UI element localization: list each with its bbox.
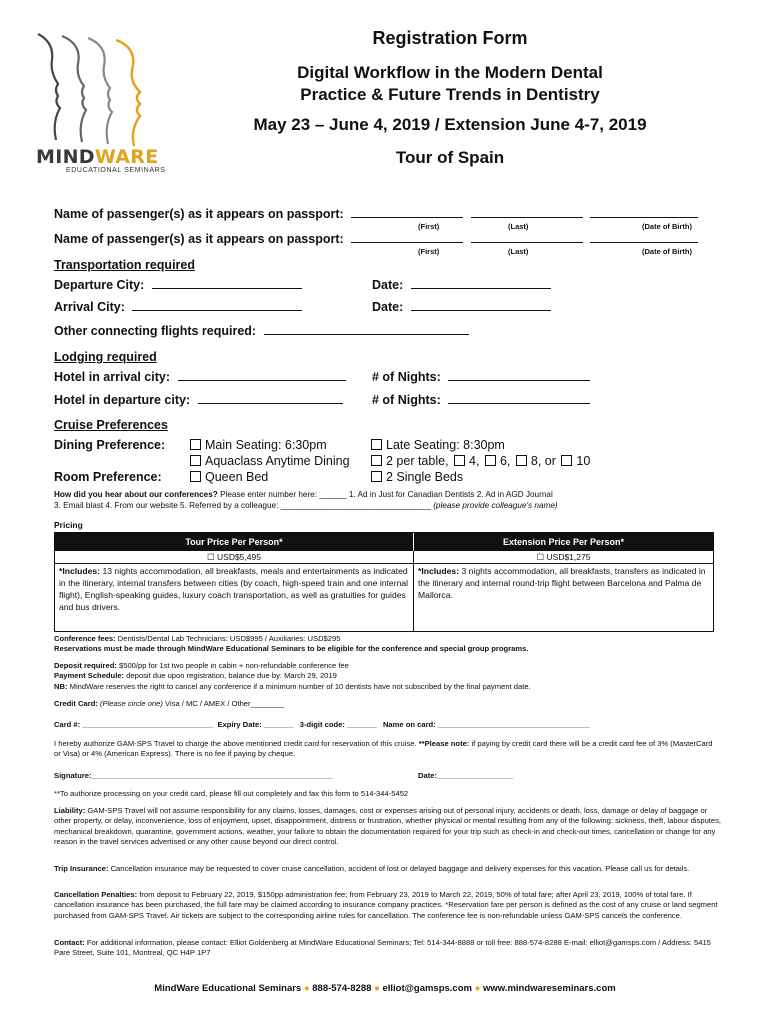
table-8-label: 8, or [530, 454, 556, 468]
table-6-checkbox[interactable] [485, 455, 496, 466]
logo-subtitle: EDUCATIONAL SEMINARS [66, 167, 166, 174]
arrival-hotel-row [54, 370, 346, 384]
referral-hint: (please provide colleague's name) [433, 501, 558, 510]
program-title [160, 62, 740, 106]
card-fee-note: if paying by credit card there will be a credit card fee of 3% (MasterCard or Visa) or 4% (American Express). There is no fee if paying by cheque. [54, 739, 713, 759]
program-title-line2: Practice & Future Trends in Dentistry [300, 85, 600, 104]
circle-hint: (Please circle one) [100, 699, 163, 708]
table-10-checkbox[interactable] [561, 455, 572, 466]
single-beds-label: 2 Single Beds [386, 470, 464, 484]
arrival-nights-field[interactable] [448, 370, 590, 381]
tour-includes-text: 13 nights accommodation, all breakfasts, meals and entertainments as indicated in the itinerary, internal transfers between cities (by coach, high-speed train and one internal flight), English-speaking guides, luxury coach transportation, as well as gratuities for guides and bus drivers. [59, 566, 409, 612]
cruise-heading: Cruise Preferences [54, 418, 168, 432]
late-seating-option[interactable] [369, 438, 505, 452]
trip-insurance-section [54, 864, 722, 874]
table-size-options [369, 454, 590, 468]
please-note-label: **Please note: [418, 739, 470, 748]
queen-bed-option[interactable] [188, 470, 268, 484]
queen-bed-checkbox[interactable] [190, 471, 201, 482]
liability-section [54, 806, 722, 848]
fees-section [54, 634, 734, 655]
last-caption: (Last) [508, 247, 529, 256]
aquaclass-checkbox[interactable] [190, 455, 201, 466]
conf-fees-text: Dentists/Dental Lab Technicians: USD$995 / Auxiliaries: USD$295 [117, 634, 341, 643]
card-details-row [54, 720, 590, 730]
trip-insurance-label: Trip Insurance: [54, 864, 109, 873]
departure-hotel-label: Hotel in departure city: [54, 393, 191, 407]
nights-label: # of Nights: [372, 393, 441, 407]
deposit-label: Deposit required: [54, 661, 117, 670]
extension-price-header: Extension Price Per Person* [414, 533, 713, 551]
main-seating-option[interactable] [188, 438, 327, 452]
passenger1-dob-field[interactable] [590, 207, 698, 218]
table-6-label: 6, [499, 454, 511, 468]
logo-wordmark [36, 146, 158, 168]
table-2-label: 2 per table, [386, 454, 449, 468]
arrival-hotel-field[interactable] [178, 370, 346, 381]
contact-label: Contact: [54, 938, 85, 947]
extension-includes [414, 565, 714, 601]
includes-label: *Includes: [59, 566, 101, 576]
passenger2-last-field[interactable] [471, 232, 583, 243]
liability-label: Liability: [54, 806, 86, 815]
pricing-label: Pricing [54, 520, 83, 530]
signature-date-label: Date:__________________ [418, 771, 514, 780]
card-number-field[interactable]: Card #: _______________________________ [54, 720, 214, 729]
schedule-label: Payment Schedule: [54, 671, 125, 681]
main-seating-checkbox[interactable] [190, 439, 201, 450]
extension-includes-text: 3 nights accommodation, all breakfasts, transfers as indicated in the itinerary and internal round-trip flight between Barcelona and Palma de Mallorca. [418, 566, 706, 600]
footer-phone[interactable]: 888-574-8288 [312, 983, 372, 994]
tour-price-header: Tour Price Per Person* [55, 533, 413, 551]
program-dates: May 23 – June 4, 2019 / Extension June 4-7, 2019 [253, 115, 647, 134]
table-4-label: 4, [469, 454, 480, 468]
contact-text: For additional information, please contact: Elliot Goldenberg at MindWare Educational Seminars; Tel: 514-344-8888 or toll free: 888-574-8288 E-mail: elliot@gamsps.com / Address: 5415 Pare Street, Suite 101, Montreal, QC H4P 1P7 [54, 938, 711, 958]
form-title: Registration Form [372, 28, 528, 48]
single-beds-checkbox[interactable] [371, 471, 382, 482]
departure-city-field[interactable] [152, 278, 302, 289]
signature-field[interactable] [54, 771, 332, 781]
late-seating-checkbox[interactable] [371, 439, 382, 450]
program-title-line1: Digital Workflow in the Modern Dental [297, 63, 603, 82]
late-seating-label: Late Seating: 8:30pm [386, 438, 505, 452]
departure-label: Departure City: [54, 278, 145, 292]
credit-card-label: Credit Card: [54, 699, 98, 708]
extension-price-option[interactable]: ☐ USD$1,275 [414, 552, 713, 564]
arrival-date-row [372, 300, 551, 314]
dob-caption: (Date of Birth) [642, 247, 692, 256]
last-caption: (Last) [508, 222, 529, 231]
includes-label: *Includes: [418, 566, 460, 576]
footer-separator: ● [374, 983, 380, 994]
table-4-checkbox[interactable] [454, 455, 465, 466]
fax-instruction: **To authorize processing on your credit card, please fill out completely and fax this form to 514-344-5452 [54, 789, 409, 798]
tour-price-option[interactable]: ☐ USD$5,495 [55, 552, 413, 564]
queen-bed-label: Queen Bed [205, 470, 269, 484]
contact-section [54, 938, 722, 959]
tour-name: Tour of Spain [395, 148, 505, 167]
departure-hotel-row [54, 393, 343, 407]
nb-text: MindWare reserves the right to cancel any conference if a minimum number of 10 dentists have not subscribed by the final payment date. [69, 681, 531, 691]
arrival-label: Arrival City: [54, 300, 125, 314]
trip-insurance-text: Cancellation insurance may be requested to cover cruise cancellation, accident of lost or delayed baggage and delivery expenses for this vacation. Please call us for details. [110, 864, 690, 873]
authorize-text: I hereby authorize GAM-SPS Travel to charge the above mentioned credit card for reservation of this cruise. [54, 739, 417, 748]
departure-date-field[interactable] [411, 278, 551, 289]
authorization-text [54, 739, 719, 760]
credit-card-row [54, 699, 284, 709]
arrival-nights-row [372, 370, 590, 384]
passenger-row-1 [54, 207, 698, 221]
cancellation-text: from deposit to February 22, 2019, $150pp administration fee; from February 23, 2019 to March 22, 2019, 50% of total fare; after April 23, 2019, 100% of total fare. If cancellation insurance has been purchased, the full fare may be claimed according to insurance company practices. *Reservation fare per person is defined as the cost of any cruise or land segment purchased from GAM-SPS Travel. Air tickets are subject to the corresponding airline rules for cancellation. The conference fee is non-refundable unless GAM-SPS cancels the conference. [54, 890, 718, 920]
passenger1-last-field[interactable] [471, 207, 583, 218]
connecting-flights-field[interactable] [264, 324, 469, 335]
passenger2-first-field[interactable] [351, 232, 463, 243]
passenger-label: Name of passenger(s) as it appears on passport: [54, 207, 344, 221]
cvv-field[interactable]: 3-digit code: _______ [299, 720, 377, 729]
table-2-checkbox[interactable] [371, 455, 382, 466]
departure-nights-row [372, 393, 590, 407]
footer-email[interactable]: elliot@gamsps.com [382, 983, 472, 994]
passenger-row-2 [54, 232, 698, 246]
aquaclass-label: Aquaclass Anytime Dining [205, 454, 350, 468]
referral-question: How did you hear about our conferences? [54, 490, 218, 499]
passenger-label: Name of passenger(s) as it appears on passport: [54, 232, 344, 246]
table-10-label: 10 [576, 454, 591, 468]
arrival-date-field[interactable] [411, 300, 551, 311]
footer-separator: ● [474, 983, 481, 994]
cancellation-label: Cancellation Penalties: [54, 890, 138, 899]
deposit-text: $500/pp for 1st two people in cabin + non-refundable conference fee [119, 661, 349, 670]
dob-caption: (Date of Birth) [642, 222, 692, 231]
deposit-section [54, 661, 734, 692]
connecting-row [54, 324, 469, 338]
passenger2-dob-field[interactable] [590, 232, 698, 243]
logo-mind: MIND [36, 146, 95, 168]
footer-separator: ● [303, 983, 310, 994]
connecting-label: Other connecting flights required: [54, 324, 257, 338]
expiry-field[interactable]: Expiry Date: _______ [217, 720, 294, 729]
departure-hotel-field[interactable] [198, 393, 343, 404]
footer-website[interactable]: www.mindwareseminars.com [483, 983, 616, 994]
footer-org: MindWare Educational Seminars [154, 983, 302, 994]
date-label: Date: [372, 278, 404, 292]
arrival-row [54, 300, 302, 314]
departure-date-row [372, 278, 551, 292]
signature-date-field[interactable] [418, 771, 513, 781]
departure-row [54, 278, 302, 292]
lodging-heading: Lodging required [54, 350, 157, 364]
reservations-note: Reservations must be made through MindWare Educational Seminars to be eligible for the conference and special group programs. [54, 644, 529, 654]
first-caption: (First) [418, 247, 440, 256]
schedule-text: deposit due upon registration, balance due by: March 29, 2019 [126, 671, 337, 681]
main-seating-label: Main Seating: 6:30pm [205, 438, 327, 452]
passenger1-first-field[interactable] [351, 207, 463, 218]
pricing-table [54, 532, 714, 632]
nights-label: # of Nights: [372, 370, 441, 384]
dining-label: Dining Preference: [54, 438, 166, 452]
footer [0, 983, 770, 994]
name-on-card-field[interactable]: Name on card: ____________________________________ [382, 720, 590, 729]
room-label: Room Preference: [54, 470, 162, 484]
referral-section [54, 489, 734, 511]
aquaclass-option[interactable] [188, 454, 350, 468]
departure-nights-field[interactable] [448, 393, 590, 404]
referral-line-2: 3. Email blast 4. From our website 5. Referred by a colleague: _________________________________ [54, 501, 431, 510]
date-label: Date: [372, 300, 404, 314]
table-8-checkbox[interactable] [516, 455, 527, 466]
single-beds-option[interactable] [369, 470, 463, 484]
liability-text: GAM-SPS Travel will not assume responsibility for any claims, losses, damages, cost or expenses arising out of personal injury, accidents or death, loss, damage or delay of baggage or other property, or delay, inconvenience, loss of enjoyment, upset, disappointment, distress or frustration, whether physical or mental resulting from any of the following: sickness, theft, labour disputes, mechanical breakdown, quarantine, government actions, weather, your failure to obtain the documentation required for your trip such as check-in and check-out times, cancellation or change for any reason in the travel services advertised or any other cause beyond our direct control. [54, 806, 722, 847]
cancellation-section [54, 890, 722, 921]
transport-heading: Transportation required [54, 258, 195, 272]
card-types[interactable]: Visa / MC / AMEX / Other________ [165, 699, 285, 708]
signature-label: Signature:_________________________________________________________ [54, 771, 333, 780]
referral-line-1: Please enter number here: ______ 1. Ad in Just for Canadian Dentists 2. Ad in AGD Journal [220, 490, 553, 499]
nb-label: NB: [54, 681, 68, 691]
arrival-city-field[interactable] [132, 300, 302, 311]
conf-fees-label: Conference fees: [54, 634, 116, 643]
arrival-hotel-label: Hotel in arrival city: [54, 370, 171, 384]
tour-includes [55, 565, 413, 613]
first-caption: (First) [418, 222, 440, 231]
logo-ware: WARE [94, 146, 159, 168]
